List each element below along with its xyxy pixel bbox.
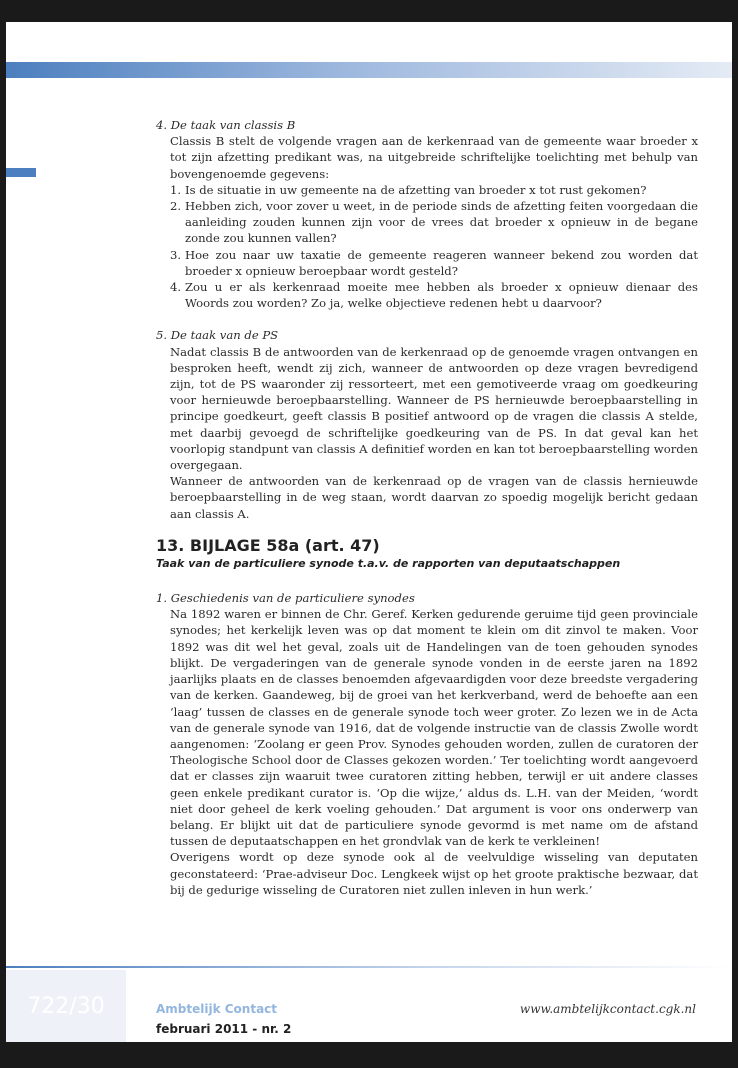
history-paragraph-2: Overigens wordt op deze synode ook al de veelvuldige wisseling van deputaten geconstateerd: ‘Prae-adviseur Doc. Lengkeek wijst op het groote praktische bezwaar, dat bij de gedurige wisseling de Curatoren niet zullen inleven in hun werk.’ <box>170 850 698 897</box>
question-text: Zou u er als kerkenraad moeite mee hebben als broeder x opnieuw dienaar des Woords zou worden? Zo ja, welke objectieve redenen hebt u daarvoor? <box>185 280 698 311</box>
section-4-intro: Classis B stelt de volgende vragen aan de kerkenraad van de gemeente waar broeder x tot zijn afzetting predikant was, na uitgebreide schriftelijke toelichting met behulp van bovengenoemde gegevens: <box>170 134 698 181</box>
list-item <box>170 279 698 311</box>
spacer <box>156 311 698 327</box>
history-heading: 1. Geschiedenis van de particuliere synodes <box>156 591 415 606</box>
question-number: 3. <box>170 247 182 262</box>
question-text: Hoe zou naar uw taxatie de gemeente reageren wanneer bekend zou worden dat broeder x opnieuw beroepbaar wordt gesteld? <box>185 247 698 278</box>
bijlage-subtitle: Taak van de particuliere synode t.a.v. de rapporten van deputaatschappen <box>156 556 621 570</box>
question-number: 2. <box>170 199 182 214</box>
question-number: 1. <box>170 182 182 197</box>
list-item <box>170 198 698 247</box>
page-body <box>156 117 698 898</box>
footer-url-link[interactable]: www.ambtelijkcontact.cgk.nl <box>519 1002 696 1016</box>
top-color-band <box>6 62 732 78</box>
magazine-name: Ambtelijk Contact <box>156 1002 278 1016</box>
bottom-color-band <box>6 966 732 968</box>
question-text: Hebben zich, voor zover u weet, in de periode sinds de afzetting feiten voorgedaan die aanleiding zouden kunnen zijn voor de vrees dat broeder x opnieuw in de begane zonde zou kunnen vallen? <box>185 199 698 246</box>
magazine-issue: februari 2011 - nr. 2 <box>156 1022 292 1036</box>
page-number: 722/30 <box>6 970 126 1042</box>
question-number: 4. <box>170 280 182 295</box>
history-paragraph-1: Na 1892 waren er binnen de Chr. Geref. Kerken gedurende geruime tijd geen provinciale synodes; het kerkelijk leven was op dat moment te klein om dit zinvol te maken. Voor 1892 was dit wel het geval, zoals uit de Handelingen van de toen gehouden synodes blijkt. De vergaderingen van de generale synode vonden in de eerste jaren na 1892 jaarlijks plaats en de classes benoemden afgevaardigden voor deze breedste vergadering van de kerken. Gaandeweg, bij de groei van het kerkverband, werd de behoefte aan een ‘laag’ tussen de classes en de generale synode toch weer groter. Zo lezen we in de Acta van de generale synode van 1916, dat de volgende instructie van de classis Zwolle wordt aangenomen: ‘Zoolang er geen Prov. Synodes gehouden worden, zullen de curatoren der Theologische School door de Classes gekozen worden.’ Ter toelichting wordt aangevoerd dat er classes zijn waaruit twee curatoren zitting hebben, terwijl er uit andere classes geen enkele predikant curator is. ‘Op die wijze,’ aldus ds. L.H. van der Meiden, ‘wordt niet door geheel de kerk voeling gehouden.’ Dat argument is voor ons onderwerp van belang. Er blijkt uit dat de particuliere synode gevormd is met name om de afstand tussen de deputaatschappen en het grondvlak van de kerk te verkleinen! <box>170 607 698 849</box>
list-item <box>170 247 698 279</box>
section-5-paragraph-1: Nadat classis B de antwoorden van de kerkenraad op de genoemde vragen ontvangen en besproken heeft, wendt zij zich, wanneer de antwoorden op deze vragen bevredigend zijn, tot de PS waaronder zij ressorteert, met een gemotiveerde vraag om goedkeuring voor hernieuwde beroepbaarstelling. Wanneer de PS hernieuwde beroepbaarstelling in principe goedkeurt, geeft classis B positief antwoord op de vragen die classis A stelde, met daarbij gevoegd de schriftelijke goedkeuring van de PS. In dat geval kan het voorlopig standpunt van classis A definitief worden en kan tot beroepbaarstelling worden overgegaan. <box>170 344 698 473</box>
margin-accent-mark <box>6 168 36 177</box>
document-page <box>6 22 732 1042</box>
section-5-heading: 5. De taak van de PS <box>156 328 279 343</box>
question-list <box>156 182 698 312</box>
section-4-heading: 4. De taak van classis B <box>156 118 296 132</box>
bijlage-title: 13. BIJLAGE 58a (art. 47) <box>156 535 380 555</box>
footer-magazine-block <box>156 999 291 1039</box>
section-5-paragraph-2: Wanneer de antwoorden van de kerkenraad op de vragen van de classis hernieuwde beroepbaarstelling in de weg staan, wordt daarvan zo spoedig mogelijk bericht gedaan aan classis A. <box>170 474 698 521</box>
list-item <box>170 182 698 198</box>
question-text: Is de situatie in uw gemeente na de afzetting van broeder x tot rust gekomen? <box>185 182 647 197</box>
